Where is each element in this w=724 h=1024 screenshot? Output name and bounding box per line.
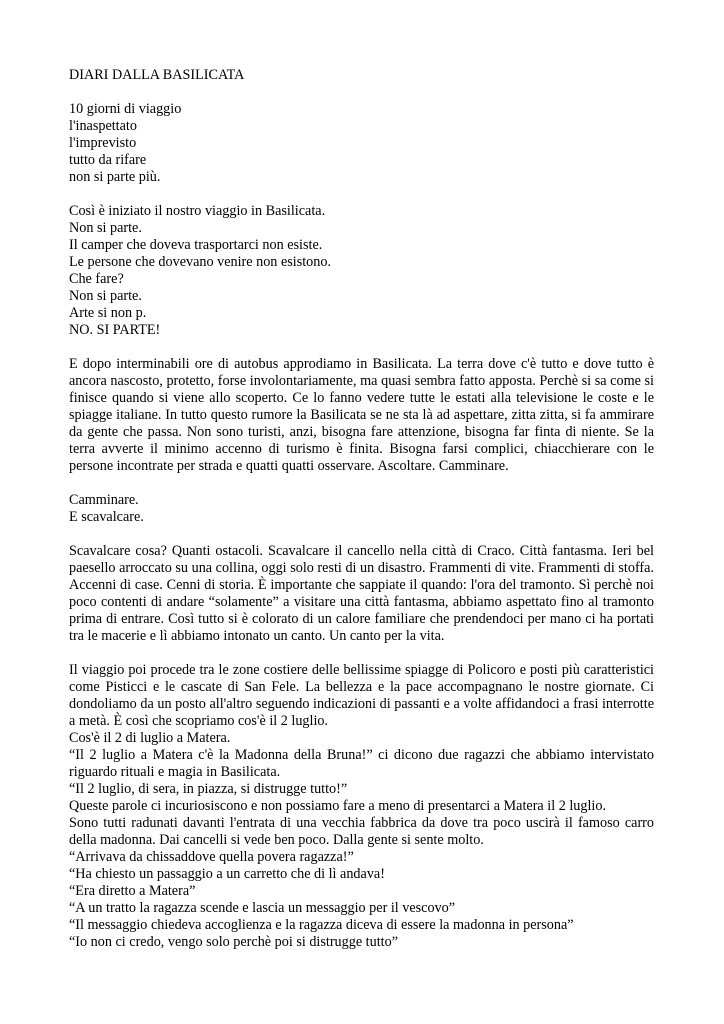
spacer [69, 645, 654, 662]
quote-line: “Il messaggio chiedeva accoglienza e la ragazza diceva di essere la madonna in persona” [69, 917, 574, 933]
intro-stanza [69, 101, 654, 186]
spacer [69, 186, 654, 203]
quote-line: “Io non ci credo, vengo solo perchè poi si distrugge tutto” [69, 934, 398, 950]
intro-line: l'inaspettato [69, 118, 137, 134]
start-line: Le persone che dovevano venire non esistono. [69, 254, 331, 270]
intro-line: l'imprevisto [69, 135, 137, 151]
start-line: NO. SI PARTE! [69, 322, 161, 338]
line-curious: Queste parole ci incuriosiscono e non possiamo fare a meno di presentarci a Matera il 2 luglio. [69, 798, 606, 814]
walk-line: E scavalcare. [69, 509, 144, 525]
intro-line: tutto da rifare [69, 152, 147, 168]
spacer [69, 84, 654, 101]
paragraph-journey: Il viaggio poi procede tra le zone costiere delle bellissime spiagge di Policoro e posti più caratteristici come Pisticci e le cascate di San Fele. La bellezza e la pace accompagnano le nostre giornate. Ci dondoliamo da un posto all'altro seguendo indicazioni di passanti e a volte affidandoci a frasi interrotte a metà. È così che scopriamo cos'è il 2 luglio. [69, 662, 654, 729]
line-july: Cos'è il 2 di luglio a Matera. [69, 730, 231, 746]
start-line: Il camper che doveva trasportarci non esiste. [69, 237, 323, 253]
quote-line: “Ha chiesto un passaggio a un carretto che di lì andava! [69, 866, 385, 882]
paragraph-gathered: Sono tutti radunati davanti l'entrata di una vecchia fabbrica da dove tra poco uscirà il famoso carro della madonna. Dai cancelli si vede ben poco. Dalla gente si sente molto. [69, 815, 654, 848]
document-title: DIARI DALLA BASILICATA [69, 67, 245, 83]
walk-line: Camminare. [69, 492, 139, 508]
quote-line: “Era diretto a Matera” [69, 883, 196, 899]
paragraph-craco: Scavalcare cosa? Quanti ostacoli. Scavalcare il cancello nella città di Craco. Città fantasma. Ieri bel paesello arroccato su una collina, oggi solo resti di un disastro. Frammenti di vite. Frammenti di stoffa. Accenni di case. Cenni di storia. È importante che sappiate il quando: l'ora del tramonto. Sì perchè noi poco contenti di andare “solamente” a visitare una città fantasma, abbiamo aspettato fino al tramonto prima di entrare. Così tutto si è colorato di un calore familiare che prendendoci per mano ci ha portati tra le macerie e lì abbiamo intonato un canto. Un canto per la vita. [69, 543, 654, 644]
quote-line: “A un tratto la ragazza scende e lascia un messaggio per il vescovo” [69, 900, 456, 916]
document-page [69, 67, 654, 951]
spacer [69, 339, 654, 356]
paragraph-arrival: E dopo interminabili ore di autobus approdiamo in Basilicata. La terra dove c'è tutto e dove tutto è ancora nascosto, protetto, forse involontariamente, ma quasi sembra fatto apposta. Perchè si sa come si finisce quando si viene allo scoperto. Ce lo fanno vedere tutte le estati alla televisione le coste e le spiagge italiane. In tutto questo rumore la Basilicata se ne sta là ad aspettare, zitta zitta, si fa ammirare da gente che passa. Non sono turisti, anzi, bisogna fare attenzione, bisogna far finta di niente. Se la terra avverte il minimo accenno di turismo è finita. Bisogna farsi complici, chiacchierare con le persone incontrate per strada e quatti quatti osservare. Ascoltare. Camminare. [69, 356, 654, 474]
intro-line: 10 giorni di viaggio [69, 101, 182, 117]
spacer [69, 475, 654, 492]
walk-stanza [69, 492, 654, 526]
start-stanza [69, 203, 654, 339]
line-destroy: “Il 2 luglio, di sera, in piazza, si distrugge tutto!” [69, 781, 348, 797]
spacer [69, 526, 654, 543]
start-line: Così è iniziato il nostro viaggio in Basilicata. [69, 203, 326, 219]
paragraph-madonna: “Il 2 luglio a Matera c'è la Madonna della Bruna!” ci dicono due ragazzi che abbiamo intervistato riguardo rituali e magia in Basilicata. [69, 747, 654, 780]
start-line: Non si parte. [69, 288, 142, 304]
start-line: Arte si non p. [69, 305, 147, 321]
start-line: Non si parte. [69, 220, 142, 236]
quotes-list [69, 849, 654, 951]
start-line: Che fare? [69, 271, 124, 287]
intro-line: non si parte più. [69, 169, 161, 185]
quote-line: “Arrivava da chissaddove quella povera ragazza!” [69, 849, 354, 865]
